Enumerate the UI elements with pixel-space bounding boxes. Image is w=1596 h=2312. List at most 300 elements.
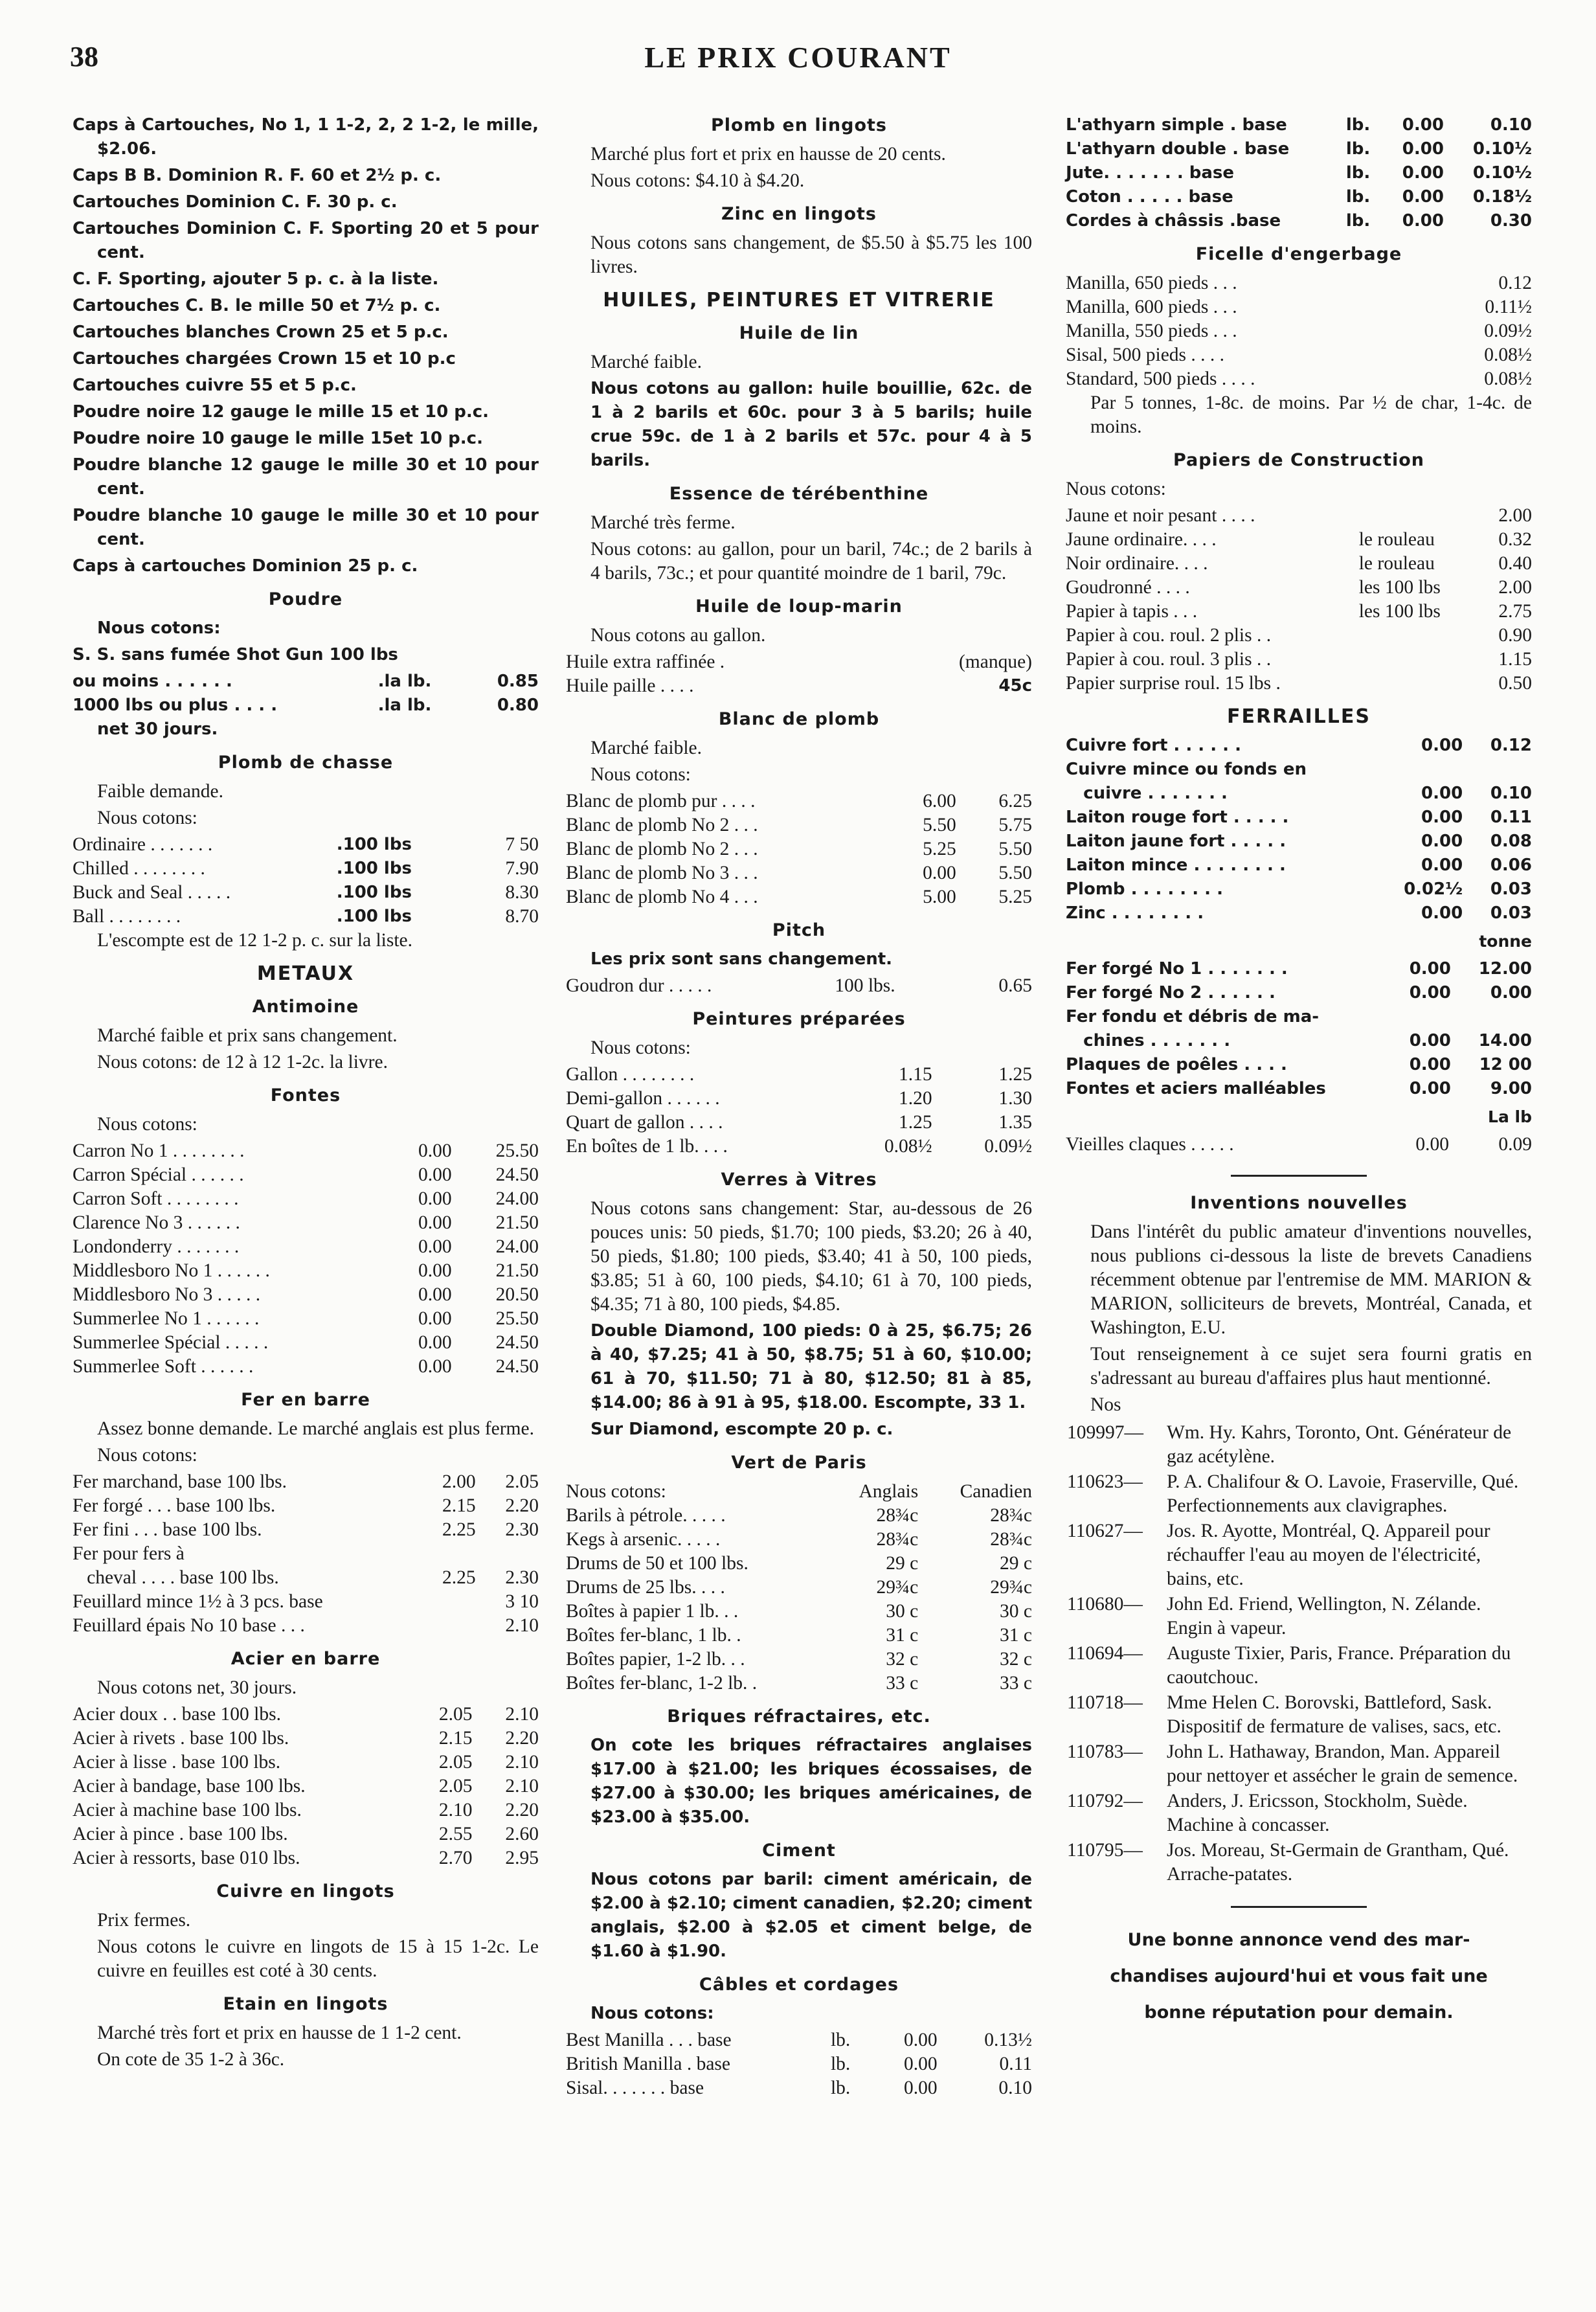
row-price: 0.10½ — [1472, 163, 1532, 183]
row-price — [1451, 1005, 1532, 1029]
row-label: L'athyarn simple . base — [1066, 115, 1287, 135]
price-row — [566, 1552, 1032, 1576]
row-price: 8.70 — [505, 906, 539, 927]
price-row — [1066, 1005, 1532, 1029]
row-unit: lb. — [1345, 115, 1371, 135]
papiers-table — [1066, 504, 1532, 696]
column-header: Nous cotons: — [566, 1481, 666, 1502]
table-header-row — [566, 1480, 1032, 1504]
row-unit: lb. — [1345, 139, 1371, 159]
row-price: 2.00 — [1498, 505, 1532, 526]
row-label: Manilla, 550 pieds . . . — [1066, 321, 1237, 341]
row-price: 0.11½ — [1485, 297, 1532, 317]
row-label: Laiton jaune fort . . . . . — [1066, 832, 1287, 851]
row-label: cuivre . . . . . . . — [1066, 784, 1228, 803]
text-line: Dans l'intérêt du public amateur d'inventions nouvelles, nous publions ci-dessous la liste de brevets Canadiens récemment obtenue par l'entremise de MM. MARION & MARION, solliciteurs de brevets, Montréal, Canada, et Washington, E.U. — [1090, 1221, 1532, 1338]
loup-marin-table — [566, 650, 1032, 698]
row-price: 0.09½ — [984, 1136, 1032, 1157]
section-heading-terebenthine: Essence de térébenthine — [669, 484, 929, 504]
row-price: 0.00 — [1409, 1079, 1451, 1098]
fontes-table — [73, 1139, 539, 1379]
row-price: 2.30 — [505, 1519, 539, 1540]
patent-number: 110680— — [1067, 1594, 1143, 1615]
text-line: Nous cotons au gallon: huile bouillie, 62c. de 1 à 2 barils et 60c. pour 3 à 5 barils; huile crue 59c. de 1 à 2 barils et 57c. pour 4 à 5 barils. — [590, 379, 1032, 470]
row-price: 2.75 — [1498, 601, 1532, 622]
row-label: Carron Spécial . . . . . . — [73, 1164, 244, 1185]
row-price: 0.00 — [1402, 163, 1444, 183]
row-price: 1.25 — [899, 1112, 932, 1133]
caps-line: Cartouches Dominion C. F. Sporting 20 et 5 pour cent. — [73, 219, 539, 262]
row-price: 0.00 — [1402, 139, 1444, 159]
price-row — [1066, 367, 1532, 391]
row-label: Ball . . . . . . . . — [73, 906, 181, 927]
row-label: Buck and Seal . . . . . — [73, 882, 231, 903]
ferrailles-table — [1066, 734, 1532, 925]
row-price: 7 50 — [505, 834, 539, 855]
row-price: 31 c — [886, 1625, 919, 1646]
price-row — [1066, 672, 1532, 696]
price-row — [1066, 901, 1532, 925]
row-price: 12 00 — [1479, 1055, 1532, 1074]
text-line: Prix fermes. — [97, 1910, 191, 1931]
row-label: Boîtes papier, 1-2 lb. . . — [566, 1649, 745, 1670]
row-price: 2.10 — [505, 1776, 539, 1796]
row-label: Fer marchand, base 100 lbs. — [73, 1471, 287, 1492]
poudre-table — [73, 670, 539, 718]
fer-barre-table — [73, 1470, 539, 1638]
section-heading-ferrailles: FERRAILLES — [1227, 705, 1371, 728]
row-label: Blanc de plomb No 2 . . . — [566, 839, 758, 859]
price-row — [73, 881, 539, 905]
row-label: Carron No 1 . . . . . . . . — [73, 1140, 245, 1161]
intro-text: Nous cotons: — [590, 2004, 714, 2023]
row-label: Middlesboro No 3 . . . . . — [73, 1284, 261, 1305]
row-unit: .100 lbs — [336, 859, 412, 878]
row-label: Blanc de plomb No 2 . . . — [566, 815, 758, 835]
row-price: 2.20 — [505, 1495, 539, 1516]
caps-line: Cartouches cuivre 55 et 5 p.c. — [73, 376, 357, 395]
price-row — [1066, 806, 1532, 830]
divider — [1231, 1175, 1367, 1177]
row-price: 33 c — [1000, 1673, 1032, 1694]
unit-label-la-lb: La lb — [1488, 1107, 1532, 1126]
section-heading-briques: Briques réfractaires, etc. — [667, 1706, 931, 1727]
price-row — [566, 674, 1032, 698]
row-price: 0.08½ — [884, 1136, 932, 1157]
row-label: Londonderry . . . . . . . — [73, 1236, 240, 1257]
price-row — [73, 1518, 539, 1542]
price-row — [1066, 576, 1532, 600]
row-label: Boîtes à papier 1 lb. . . — [566, 1601, 739, 1622]
row-label: Cordes à châssis .base — [1066, 211, 1281, 231]
row-price: 12.00 — [1478, 959, 1532, 979]
price-row — [1066, 1053, 1532, 1077]
row-price: 2.00 — [1498, 577, 1532, 598]
page-title: LE PRIX COURANT — [644, 41, 952, 74]
price-row — [566, 1624, 1032, 1648]
intro-text: Nous cotons: — [1066, 479, 1166, 499]
price-row — [566, 2052, 1032, 2076]
row-price: 2.05 — [438, 1704, 473, 1725]
row-label: Fer fondu et débris de ma- — [1066, 1007, 1320, 1026]
row-price: 21.50 — [495, 1212, 539, 1233]
row-label: Fontes et aciers malléables — [1066, 1079, 1326, 1098]
section-heading-cables: Câbles et cordages — [699, 1975, 899, 1995]
price-row — [566, 1648, 1032, 1672]
price-row — [1066, 185, 1532, 209]
intro-text: Nous cotons: — [590, 1037, 691, 1058]
row-label: Demi-gallon . . . . . . — [566, 1088, 720, 1109]
row-price: 1.25 — [998, 1064, 1032, 1085]
row-price: 0.00 — [418, 1236, 452, 1257]
row-price: 0.00 — [418, 1356, 452, 1377]
row-price: 0.00 — [418, 1308, 452, 1329]
row-label: Acier à lisse . base 100 lbs. — [73, 1752, 281, 1773]
row-price: 0.00 — [1415, 1134, 1449, 1155]
row-price: 0.00 — [418, 1188, 452, 1209]
row-price: 0.85 — [497, 672, 539, 691]
row-price: 0.00 — [1421, 736, 1463, 755]
row-label: Acier à machine base 100 lbs. — [73, 1800, 302, 1820]
row-price: 2.15 — [442, 1495, 476, 1516]
price-row — [566, 861, 1032, 885]
row-price: 0.80 — [497, 696, 539, 715]
section-heading-acier-barre: Acier en barre — [230, 1649, 381, 1669]
row-price: 5.75 — [998, 815, 1032, 835]
row-price: 20.50 — [495, 1284, 539, 1305]
text-line: Sur Diamond, escompte 20 p. c. — [590, 1420, 894, 1439]
text-line: Marché faible. — [590, 352, 702, 372]
text-line: Nous cotons sans changement: Star, au-dessous de 26 pouces unis: 50 pieds, $1.70; 100 pieds, $3.20; 26 à 40, 50 pieds, $1.80; 100 pieds, $3.40; 41 à 50, 100 pieds, $3.85; 51 à 60, 100 pieds, $4.10; 61 à 70, 100 pieds, $4.35; 71 à 80, 100 pieds, $4.85. — [590, 1198, 1032, 1315]
blanc-plomb-table — [566, 789, 1032, 909]
caps-line: Poudre blanche 12 gauge le mille 30 et 10 pour cent. — [73, 455, 539, 499]
row-price: 2.25 — [442, 1519, 476, 1540]
patent-number: 110792— — [1067, 1791, 1143, 1811]
patent-text: Jos. Moreau, St-Germain de Grantham, Qué. Arrache-patates. — [1167, 1840, 1509, 1885]
section-heading-vert-paris: Vert de Paris — [731, 1453, 867, 1473]
row-price: 0.32 — [1498, 529, 1532, 550]
price-row — [73, 1590, 539, 1614]
row-label: Papier à cou. roul. 3 plis . . — [1066, 649, 1272, 670]
patent-text: Jos. R. Ayotte, Montréal, Q. Appareil pour réchauffer l'eau au moyen de l'électricité, bains, etc. — [1167, 1521, 1490, 1589]
text-line: Faible demande. — [97, 781, 223, 802]
row-price: 5.25 — [998, 887, 1032, 907]
row-price: 0.11 — [999, 2054, 1032, 2074]
price-row — [566, 2076, 1032, 2100]
row-unit: le rouleau — [1358, 529, 1435, 550]
row-price: 0.40 — [1498, 553, 1532, 574]
row-price: 28¾c — [876, 1529, 919, 1550]
price-row — [73, 1846, 539, 1870]
row-price: 2.10 — [505, 1704, 539, 1725]
price-row — [1066, 295, 1532, 319]
text-line: Nos — [1090, 1394, 1121, 1415]
row-price: 0.13½ — [984, 2030, 1032, 2050]
row-price: 0.03 — [1490, 879, 1532, 899]
patent-text: Auguste Tixier, Paris, France. Préparation du caoutchouc. — [1167, 1643, 1511, 1688]
row-label: Kegs à arsenic. . . . . — [566, 1529, 721, 1550]
row-label: chines . . . . . . . — [1066, 1031, 1231, 1050]
row-price: 0.00 — [904, 2054, 938, 2074]
row-price: 0.11 — [1490, 808, 1532, 827]
price-row — [73, 1259, 539, 1283]
price-row — [73, 1163, 539, 1187]
row-price: 24.00 — [495, 1236, 539, 1257]
row-price: 25.50 — [495, 1140, 539, 1161]
price-row — [1066, 854, 1532, 878]
row-label: Carron Soft . . . . . . . . — [73, 1188, 239, 1209]
row-price: 0.10½ — [1472, 139, 1532, 159]
row-label: L'athyarn double . base — [1066, 139, 1290, 159]
row-unit: .100 lbs — [336, 835, 412, 854]
patent-text: Anders, J. Ericsson, Stockholm, Suède. Machine à concasser. — [1167, 1791, 1468, 1835]
row-label: Cuivre mince ou fonds en — [1066, 760, 1307, 779]
caps-list — [73, 113, 539, 578]
patent-text: Wm. Hy. Kahrs, Toronto, Ont. Générateur de gaz acétylène. — [1167, 1422, 1512, 1467]
row-price: 0.65 — [998, 975, 1032, 996]
pitch-table — [566, 974, 1032, 998]
row-price: 1.30 — [998, 1088, 1032, 1109]
row-label: Papier surprise roul. 15 lbs . — [1066, 673, 1281, 694]
row-price — [1371, 758, 1463, 782]
row-price: (manque) — [958, 652, 1032, 672]
price-row — [566, 1672, 1032, 1695]
row-price: 0.09½ — [1484, 321, 1532, 341]
price-row — [566, 2028, 1032, 2052]
row-price: 0.03 — [1490, 903, 1532, 923]
row-price: 2.05 — [438, 1776, 473, 1796]
row-label: cheval . . . . base 100 lbs. — [73, 1567, 279, 1588]
row-label: Feuillard mince 1½ à 3 pcs. base — [73, 1591, 323, 1612]
patent-text: Mme Helen C. Borovski, Battleford, Sask. Dispositif de fermature de valises, sacs, etc. — [1167, 1692, 1501, 1737]
peintures-table — [566, 1063, 1032, 1159]
row-label: ou moins . . . . . . — [73, 672, 232, 691]
row-price: 2.60 — [505, 1824, 539, 1844]
section-heading-etain-lingots: Etain en lingots — [223, 1994, 388, 2014]
row-price: 0.12 — [1490, 736, 1532, 755]
row-unit — [1353, 672, 1470, 696]
row-unit — [1353, 648, 1470, 672]
row-price: 0.02½ — [1404, 879, 1463, 899]
price-row — [73, 1187, 539, 1211]
price-row — [1066, 600, 1532, 624]
ficelle-table — [1066, 271, 1532, 391]
column-header: Anglais — [859, 1481, 919, 1502]
price-row — [566, 1063, 1032, 1087]
row-price: 5.25 — [923, 839, 956, 859]
text-line: Marché très ferme. — [590, 512, 736, 533]
row-label: Fer forgé No 1 . . . . . . . — [1066, 959, 1288, 979]
section-heading-ciment: Ciment — [762, 1841, 836, 1861]
row-price: 2.95 — [505, 1848, 539, 1868]
price-row — [1066, 552, 1532, 576]
row-price: 14.00 — [1478, 1031, 1532, 1050]
row-label: Sisal. . . . . . . base — [566, 2078, 704, 2098]
caps-line: Caps à Cartouches, No 1, 1 1-2, 2, 2 1-2, le mille, $2.06. — [73, 115, 539, 159]
list-item — [1067, 1740, 1531, 1788]
text-line: On cote les briques réfractaires anglaises $17.00 à $21.00; les briques écossaises, de $27.00 à $30.00; les briques américaines, de $23.00 à $35.00. — [590, 1736, 1032, 1827]
row-label: Middlesboro No 1 . . . . . . — [73, 1260, 270, 1281]
row-price: 0.00 — [904, 2030, 938, 2050]
row-price: 0.00 — [1409, 1055, 1451, 1074]
row-label: Drums de 25 lbs. . . . — [566, 1577, 725, 1598]
row-price: 0.08 — [1490, 832, 1532, 851]
row-unit: .100 lbs — [336, 883, 412, 902]
list-item — [1067, 1691, 1531, 1739]
text-line: Marché faible. — [590, 738, 702, 758]
row-label: Zinc . . . . . . . . — [1066, 903, 1204, 923]
row-label: Gallon . . . . . . . . — [566, 1064, 695, 1085]
row-label: British Manilla . base — [566, 2054, 730, 2074]
patents-list — [1066, 1420, 1532, 1888]
row-price: 2.20 — [505, 1800, 539, 1820]
row-unit: lb. — [830, 2030, 851, 2050]
price-row — [566, 1087, 1032, 1111]
acier-barre-table — [73, 1703, 539, 1870]
row-price: 33 c — [886, 1673, 919, 1694]
price-row — [73, 1703, 539, 1727]
row-unit: lb. — [1345, 187, 1371, 207]
patent-number: 110694— — [1067, 1643, 1143, 1664]
row-price: 0.00 — [904, 2078, 938, 2098]
row-label: Ordinaire . . . . . . . — [73, 834, 213, 855]
list-item — [1067, 1519, 1531, 1591]
row-label: Plomb . . . . . . . . — [1066, 879, 1223, 899]
price-row — [566, 1576, 1032, 1600]
row-label: Boîtes fer-blanc, 1 lb. . — [566, 1625, 741, 1646]
row-price: 0.00 — [1421, 832, 1463, 851]
row-price — [412, 1614, 475, 1638]
intro-text: Nous cotons net, 30 jours. — [97, 1677, 297, 1698]
intro-text: Nous cotons: — [97, 1114, 197, 1135]
row-price: 5.50 — [998, 839, 1032, 859]
row-price: 24.50 — [495, 1164, 539, 1185]
list-item — [1067, 1789, 1531, 1837]
text-line: Assez bonne demande. Le marché anglais est plus ferme. — [97, 1418, 534, 1439]
row-unit: les 100 lbs — [1358, 601, 1441, 622]
section-heading-cuivre-lingots: Cuivre en lingots — [216, 1881, 395, 1901]
price-row — [1066, 113, 1532, 137]
page-number: 38 — [70, 41, 98, 73]
note-text: Par 5 tonnes, 1-8c. de moins. Par ½ de char, 1-4c. de moins. — [1090, 392, 1532, 437]
row-price: 0.00 — [1490, 983, 1532, 1003]
row-price: 1.35 — [998, 1112, 1032, 1133]
price-row — [1066, 319, 1532, 343]
price-row — [73, 1307, 539, 1331]
section-heading-loup-marin: Huile de loup-marin — [695, 596, 903, 617]
text-line: On cote de 35 1-2 à 36c. — [97, 2049, 285, 2070]
text-line: Nous cotons: — [590, 764, 691, 785]
divider — [1231, 1906, 1367, 1908]
patent-text: John L. Hathaway, Brandon, Man. Appareil pour nettoyer et assécher le grain de semence. — [1167, 1741, 1518, 1786]
row-label: Best Manilla . . . base — [566, 2030, 732, 2050]
price-row — [1066, 830, 1532, 854]
row-price: 0.00 — [1421, 856, 1463, 875]
row-price: 2.10 — [505, 1752, 539, 1773]
text-line: Double Diamond, 100 pieds: 0 à 25, $6.75; 26 à 40, $7.25; 41 à 50, $8.75; 51 à 60, $10.00; 61 à 70, $11.50; 71 à 80, $12.50; 81 à 85, $14.00; 86 à 91 à 95, $18.00. Escompte, 33 1. — [590, 1321, 1032, 1412]
price-row — [566, 1600, 1032, 1624]
row-unit — [1353, 624, 1470, 648]
text-line: Nous cotons: — [97, 808, 197, 828]
row-price: 24.00 — [495, 1188, 539, 1209]
note-text: net 30 jours. — [97, 720, 218, 739]
patent-number: 110783— — [1067, 1741, 1143, 1762]
price-row — [73, 1139, 539, 1163]
row-price: 29 c — [1000, 1553, 1032, 1574]
caps-line: Caps à cartouches Dominion 25 p. c. — [73, 556, 418, 576]
section-heading-inventions: Inventions nouvelles — [1190, 1193, 1408, 1213]
row-label: Manilla, 600 pieds . . . — [1066, 297, 1237, 317]
column-header: Canadien — [960, 1481, 1032, 1502]
row-label: Standard, 500 pieds . . . . — [1066, 368, 1255, 389]
price-row — [1066, 957, 1532, 981]
row-price: 25.50 — [495, 1308, 539, 1329]
row-price: 0.18½ — [1472, 187, 1532, 207]
row-price: 31 c — [1000, 1625, 1032, 1646]
row-price: 2.55 — [438, 1824, 473, 1844]
row-label: Huile paille . . . . — [566, 675, 694, 696]
text-line: Nous cotons sans changement, de $5.50 à $5.75 les 100 livres. — [590, 232, 1032, 277]
section-heading-huile-lin: Huile de lin — [739, 323, 859, 343]
row-price: 6.00 — [923, 791, 956, 811]
section-heading-fer-barre: Fer en barre — [241, 1390, 370, 1410]
text-line: Tout renseignement à ce sujet sera fourni gratis en s'adressant au bureau d'affaires plus haut mentionné. — [1090, 1344, 1532, 1388]
row-price: 0.00 — [1402, 187, 1444, 207]
price-row — [1066, 624, 1532, 648]
row-price: 1.15 — [899, 1064, 932, 1085]
price-row — [566, 650, 1032, 674]
price-row — [73, 857, 539, 881]
row-price: 30 c — [886, 1601, 919, 1622]
row-label: Jute. . . . . . . base — [1066, 163, 1235, 183]
row-label: Goudronné . . . . — [1066, 577, 1190, 598]
row-price: 0.12 — [1498, 273, 1532, 293]
section-heading-peintures: Peintures préparées — [692, 1009, 906, 1029]
ferrailles-tonne-table — [1066, 957, 1532, 1101]
row-label: Fer forgé No 2 . . . . . . — [1066, 983, 1276, 1003]
price-row — [566, 813, 1032, 837]
price-row — [73, 1355, 539, 1379]
row-price: 0.08½ — [1484, 345, 1532, 365]
row-price: 0.00 — [418, 1140, 452, 1161]
row-price: 7.90 — [505, 858, 539, 879]
text-line: Nous cotons par baril: ciment américain, de $2.00 à $2.10; ciment canadien, $2.20; ciment anglais, $2.00 à $2.05 et ciment belge, de $1.60 à $1.90. — [590, 1870, 1032, 1961]
column-3 — [1066, 113, 1532, 2031]
row-price: 29 c — [886, 1553, 919, 1574]
row-label: En boîtes de 1 lb. . . . — [566, 1136, 728, 1157]
section-heading-papiers: Papiers de Construction — [1173, 450, 1425, 470]
row-price: 0.00 — [418, 1260, 452, 1281]
row-price: 30 c — [1000, 1601, 1032, 1622]
row-label: Chilled . . . . . . . . — [73, 858, 205, 879]
row-price: 0.00 — [418, 1212, 452, 1233]
section-heading-fontes: Fontes — [270, 1085, 341, 1105]
row-label: Fer forgé . . . base 100 lbs. — [73, 1495, 276, 1516]
price-row — [1066, 271, 1532, 295]
text-line: Marché faible et prix sans changement. — [97, 1025, 398, 1046]
price-row — [1066, 1029, 1532, 1053]
section-heading-zinc-lingots: Zinc en lingots — [721, 204, 877, 224]
price-row — [566, 1111, 1032, 1135]
row-price: 2.05 — [438, 1752, 473, 1773]
price-row — [73, 1822, 539, 1846]
slogan-line: chandises aujourd'hui et vous fait une — [1110, 1966, 1488, 1986]
row-label: Acier à pince . base 100 lbs. — [73, 1824, 288, 1844]
poudre-line: S. S. sans fumée Shot Gun 100 lbs — [73, 645, 398, 664]
section-heading-metaux: METAUX — [256, 962, 355, 985]
section-heading-verres: Verres à Vitres — [721, 1170, 877, 1190]
list-item — [1067, 1839, 1531, 1887]
